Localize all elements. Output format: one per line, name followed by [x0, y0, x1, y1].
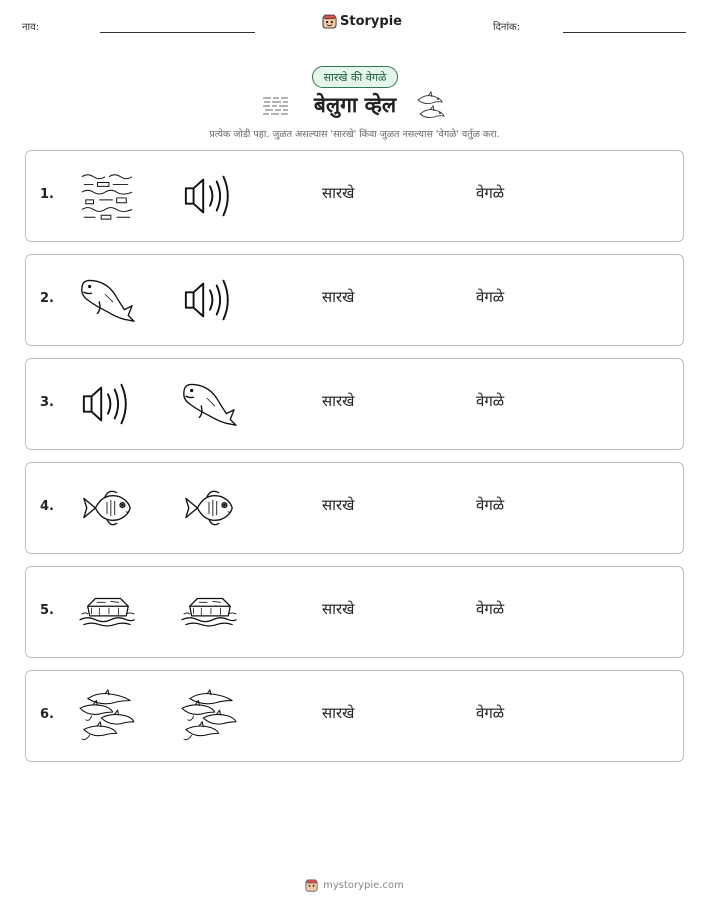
beluga-whale-icon [78, 273, 136, 327]
date-line[interactable] [563, 32, 686, 33]
question-number: 5. [40, 603, 54, 618]
fish-icon [180, 481, 238, 535]
footer [0, 879, 709, 892]
footer-url[interactable]: mystorypie.com [323, 880, 404, 891]
option-same[interactable]: सारखे [322, 704, 355, 722]
question-row-1 [25, 150, 684, 242]
option-different[interactable]: वेगळे [476, 184, 505, 202]
speaker-icon [180, 169, 238, 223]
ice-pattern-icon [261, 94, 291, 118]
page-title: बेलुगा व्हेल [313, 93, 397, 117]
speaker-icon [78, 377, 136, 431]
question-number: 6. [40, 707, 54, 722]
question-row-5 [25, 566, 684, 658]
option-same[interactable]: सारखे [322, 496, 355, 514]
date-label: दिनांक: [493, 22, 521, 33]
option-different[interactable]: वेगळे [476, 496, 505, 514]
option-different[interactable]: वेगळे [476, 392, 505, 410]
option-same[interactable]: सारखे [322, 184, 355, 202]
brand-logo [322, 14, 402, 29]
dolphins-icon [414, 90, 448, 122]
question-row-3 [25, 358, 684, 450]
option-different[interactable]: वेगळे [476, 600, 505, 618]
question-row-2 [25, 254, 684, 346]
ice-floe-icon [78, 585, 136, 639]
name-line[interactable] [100, 32, 255, 33]
option-different[interactable]: वेगळे [476, 288, 505, 306]
question-number: 1. [40, 187, 54, 202]
question-number: 3. [40, 395, 54, 410]
question-row-6 [25, 670, 684, 762]
option-same[interactable]: सारखे [322, 288, 355, 306]
question-number: 4. [40, 499, 54, 514]
option-different[interactable]: वेगळे [476, 704, 505, 722]
question-number: 2. [40, 291, 54, 306]
ice-pattern-icon [78, 169, 136, 223]
name-label: नाव: [22, 22, 40, 33]
instructions-text: प्रत्येक जोडी पहा. जुळत असल्यास 'सारखे' किंवा जुळत नसल्यास 'वेगळे' वर्तुळ करा. [209, 129, 500, 140]
storypie-mascot-icon [322, 14, 337, 29]
option-same[interactable]: सारखे [322, 600, 355, 618]
beluga-whale-icon [180, 377, 238, 431]
option-same[interactable]: सारखे [322, 392, 355, 410]
fish-icon [78, 481, 136, 535]
ice-floe-icon [180, 585, 238, 639]
dolphin-pod-icon [78, 689, 136, 743]
storypie-mascot-icon [305, 879, 318, 892]
dolphin-pod-icon [180, 689, 238, 743]
question-row-4 [25, 462, 684, 554]
speaker-icon [180, 273, 238, 327]
worksheet-type-badge: सारखे की वेगळे [312, 66, 398, 88]
brand-name: Storypie [340, 14, 402, 29]
